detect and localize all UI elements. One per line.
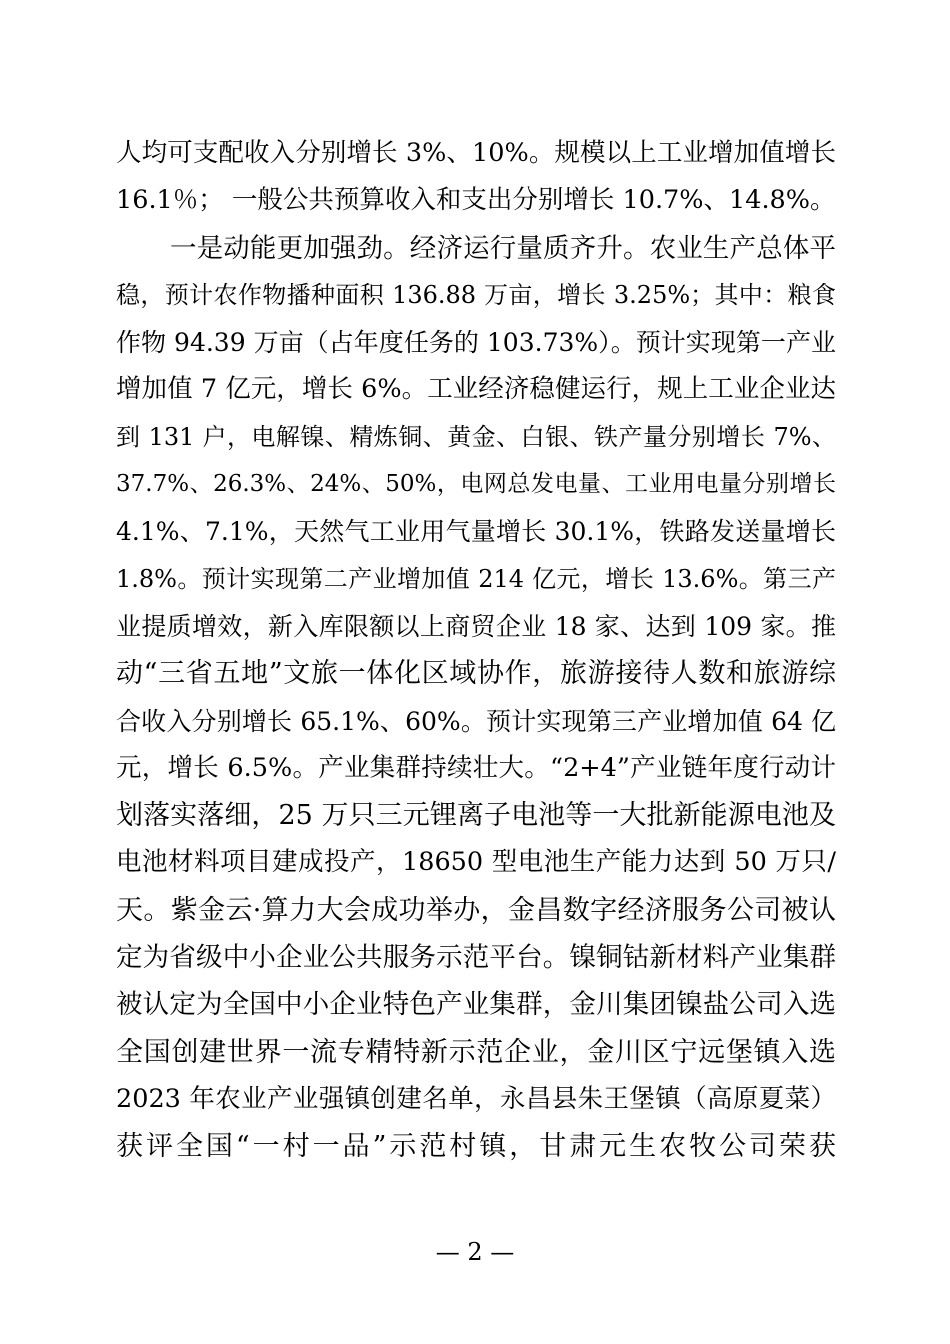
text-line: 合收入分别增长 65.1%、60%。预计实现第三产业增加值 64 亿 <box>116 706 836 736</box>
body-text <box>116 130 836 1171</box>
text-line: 获评全国“一村一品”示范村镇，甘肃元生农牧公司荣获 <box>116 1131 836 1163</box>
text-line: 一是动能更加强劲。经济运行量质齐升。农业生产总体平 <box>170 232 836 264</box>
text-line: 定为省级中小企业公共服务示范平台。镍铜钴新材料产业集群 <box>116 942 836 974</box>
text-line: 划落实落细，25 万只三元锂离子电池等一大批新能源电池及 <box>116 800 836 832</box>
text-line: 业提质增效，新入库限额以上商贸企业 18 家、达到 109 家。推 <box>116 611 836 641</box>
text-line: 到 131 户，电解镍、精炼铜、黄金、白银、铁产量分别增长 7%、 <box>116 422 836 451</box>
text-line: 1.8%。预计实现第二产业增加值 214 亿元，增长 13.6%。第三产 <box>116 564 836 593</box>
text-line: 电池材料项目建成投产，18650 型电池生产能力达到 50 万只/ <box>116 847 836 878</box>
text-line: 增加值 7 亿元，增长 6%。工业经济稳健运行，规上工业企业达 <box>116 374 836 405</box>
text-line: 稳，预计农作物播种面积 136.88 万亩，增长 3.25%；其中：粮食 <box>116 280 836 309</box>
text-line: 全国创建世界一流专精特新示范企业，金川区宁远堡镇入选 <box>116 1036 836 1068</box>
text-line: 动“三省五地”文旅一体化区域协作，旅游接待人数和旅游综 <box>116 658 836 690</box>
text-line: 4.1%、7.1%，天然气工业用气量增长 30.1%，铁路发送量增长 <box>116 517 836 547</box>
text-line: 天。紫金云·算力大会成功举办，金昌数字经济服务公司被认 <box>116 894 836 926</box>
page-number: — 2 — <box>435 1238 515 1266</box>
text-line: 16.1％； 一般公共预算收入和支出分别增长 10.7%、14.8%。 <box>116 185 836 216</box>
text-line: 作物 94.39 万亩（占年度任务的 103.73%）。预计实现第一产业 <box>116 328 836 358</box>
text-line: 人均可支配收入分别增长 3%、10%。规模以上工业增加值增长 <box>116 138 836 168</box>
text-line: 被认定为全国中小企业特色产业集群，金川集团镍盐公司入选 <box>116 989 836 1021</box>
text-line: 2023 年农业产业强镇创建名单，永昌县朱王堡镇（高原夏菜） <box>116 1083 836 1114</box>
text-line: 元，增长 6.5%。产业集群持续壮大。“2+4”产业链年度行动计 <box>116 752 836 783</box>
text-line: 37.7%、26.3%、24%、50%，电网总发电量、工业用电量分别增长 <box>116 471 836 498</box>
